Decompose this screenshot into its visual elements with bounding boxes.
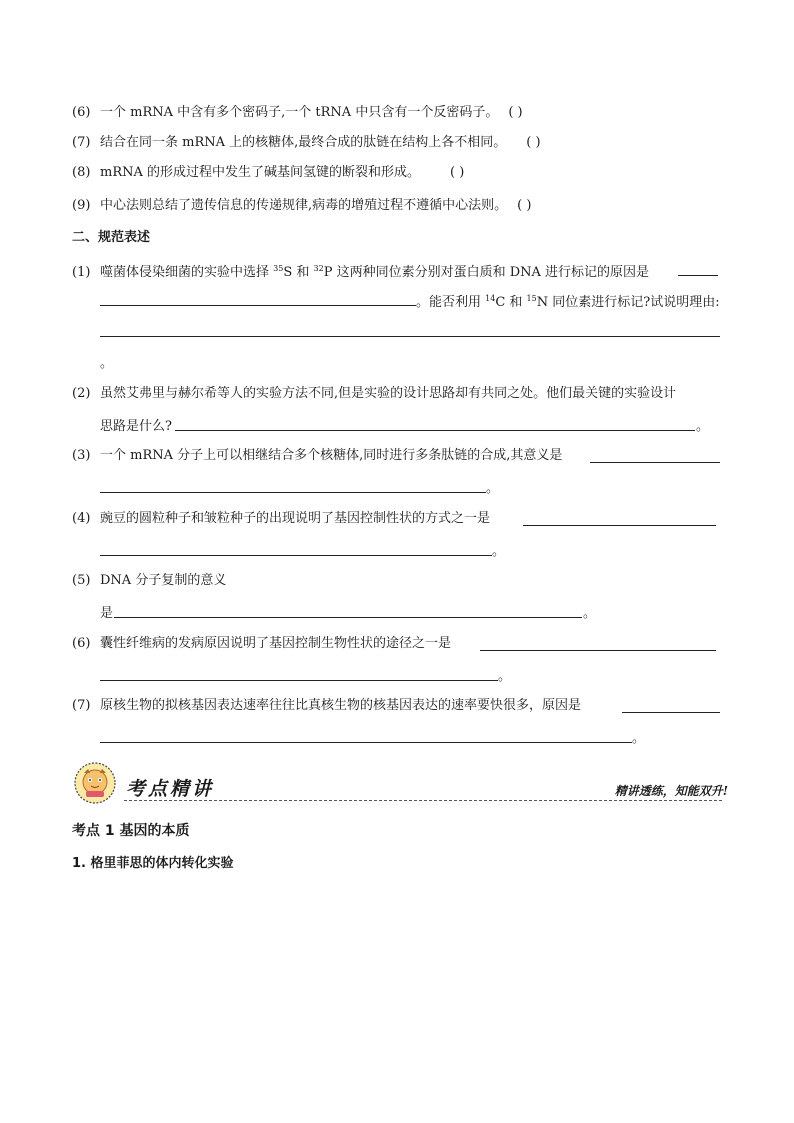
answer-blank[interactable] <box>100 742 632 743</box>
mascot-logo-icon <box>72 760 118 806</box>
item-number: (7) <box>72 698 91 713</box>
item-number: (5) <box>72 573 91 588</box>
answer-blank[interactable] <box>590 462 720 463</box>
answer-blank[interactable] <box>114 617 582 618</box>
item-number: (3) <box>72 448 91 463</box>
answer-blank[interactable] <box>100 680 498 681</box>
item-number: (9) <box>72 198 91 213</box>
answer-blank[interactable] <box>480 650 716 651</box>
item-text: 中心法则总结了遗传信息的传递规律,病毒的增殖过程不遵循中心法则。 <box>100 198 508 213</box>
item-number: (2) <box>72 386 91 401</box>
period: 。 <box>486 481 500 496</box>
question-1-cont: 。能否利用 $^{14}$C 和 $^{15}$N 同位素进行标记?试说明理由: <box>416 294 720 310</box>
question-5: (5) DNA 分子复制的意义 <box>72 573 227 588</box>
period: 。 <box>583 606 597 621</box>
question-6: (6) 囊性纤维病的发病原因说明了基因控制生物性状的途径之一是 <box>72 636 452 651</box>
answer-blank[interactable] <box>175 430 695 431</box>
answer-paren[interactable]: ( ) <box>508 105 523 120</box>
item-number: (6) <box>72 105 91 120</box>
answer-blank[interactable] <box>100 336 720 337</box>
banner-divider <box>124 800 722 801</box>
period: 。 <box>498 669 512 684</box>
judgment-item <box>72 104 722 122</box>
banner-slogan: 精讲透练，知能双升! <box>614 784 728 798</box>
question-2-line2: 思路是什么? <box>100 419 172 434</box>
answer-blank[interactable] <box>100 305 416 306</box>
section-title: 二、规范表述 <box>72 230 151 245</box>
item-text: mRNA 的形成过程中发生了碱基间氢键的断裂和形成。 <box>100 165 421 180</box>
answer-blank[interactable] <box>100 492 486 493</box>
item-number: (6) <box>72 636 91 651</box>
item-number: (7) <box>72 135 91 150</box>
answer-blank[interactable] <box>523 525 716 526</box>
sub-title: 1. 格里菲思的体内转化实验 <box>72 856 234 871</box>
answer-blank[interactable] <box>622 712 720 713</box>
answer-blank[interactable] <box>100 555 492 556</box>
item-number: (4) <box>72 511 91 526</box>
period: 。 <box>492 544 506 559</box>
item-number: (1) <box>72 265 91 280</box>
item-number: (8) <box>72 165 91 180</box>
kaodian-title: 考点 1 基因的本质 <box>72 823 190 839</box>
question-3: (3) 一个 mRNA 分子上可以相继结合多个核糖体,同时进行多条肽链的合成,其意义是 <box>72 448 563 463</box>
question-2: (2) 虽然艾弗里与赫尔希等人的实验方法不同,但是实验的设计思路却有共同之处。他们最关键的实验设计 <box>72 386 677 401</box>
banner-title: 考点精讲 <box>126 778 215 800</box>
question-5-line2: 是 <box>100 606 114 621</box>
item-text: 一个 mRNA 中含有多个密码子,一个 tRNA 中只含有一个反密码子。 <box>100 105 499 120</box>
question-4: (4) 豌豆的圆粒种子和皱粒种子的出现说明了基因控制性状的方式之一是 <box>72 511 491 526</box>
judgment-item <box>72 197 722 215</box>
period: 。 <box>696 419 710 434</box>
judgment-item <box>72 134 722 152</box>
period: 。 <box>100 356 114 371</box>
answer-paren[interactable]: ( ) <box>517 198 532 213</box>
answer-paren[interactable]: ( ) <box>526 135 541 150</box>
judgment-item <box>72 164 722 182</box>
question-1: (1) 噬菌体侵染细菌的实验中选择 $^{35}$S 和 $^{32}$P 这两种同位素分别对蛋白质和 DNA 进行标记的原因是 <box>72 264 650 280</box>
period: 。 <box>632 731 646 746</box>
answer-paren[interactable]: ( ) <box>450 165 465 180</box>
question-7: (7) 原核生物的拟核基因表达速率往往比真核生物的核基因表达的速率要快很多，原因是 <box>72 698 582 713</box>
item-text: 结合在同一条 mRNA 上的核糖体,最终合成的肽链在结构上各不相同。 <box>100 135 507 150</box>
answer-blank[interactable] <box>678 275 718 276</box>
